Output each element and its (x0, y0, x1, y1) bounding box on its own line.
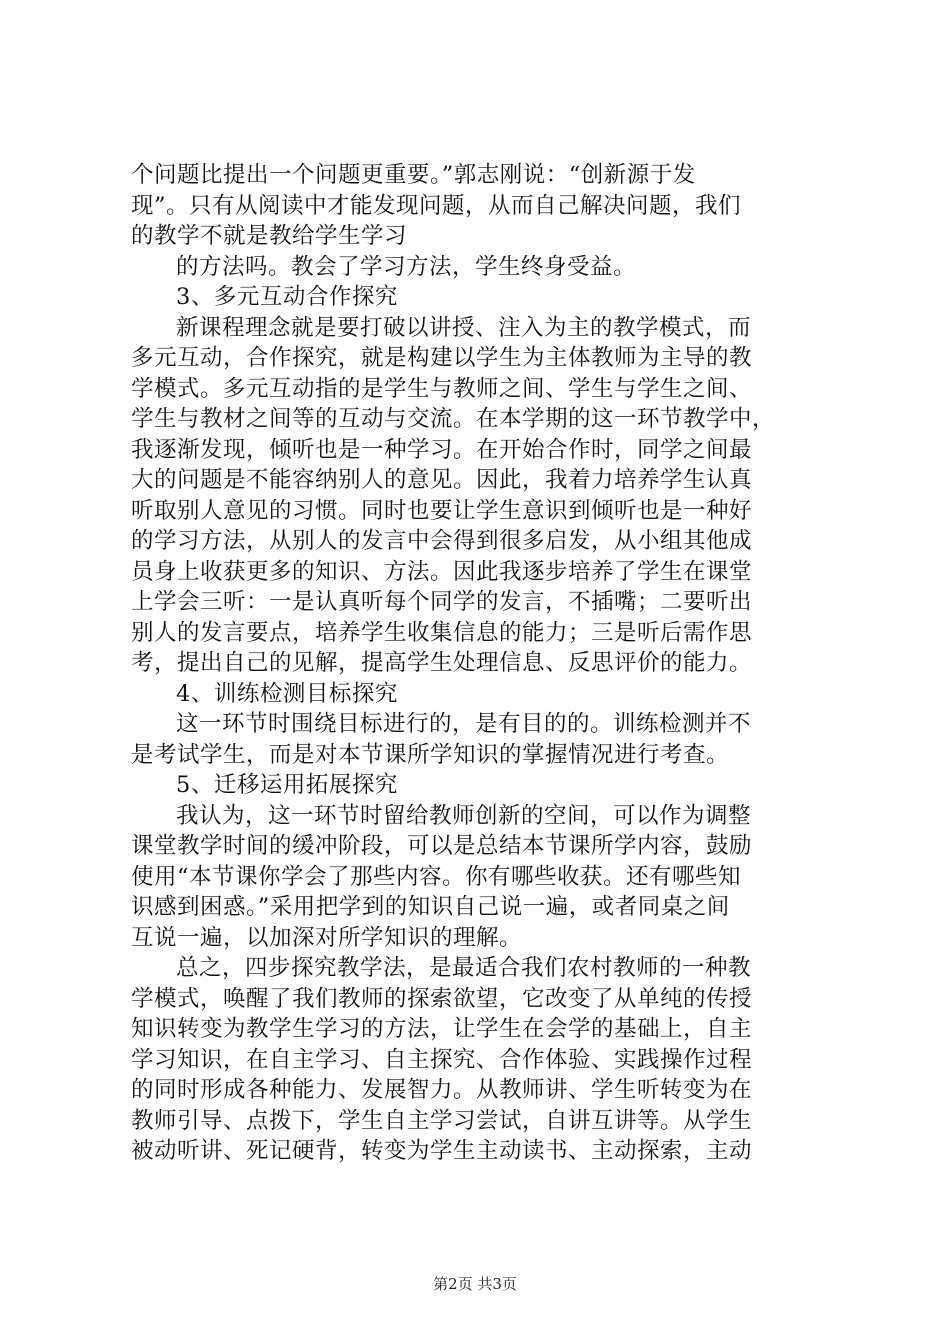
text-line: 大的问题是不能容纳别人的意见。因此，我着力培养学生认真 (131, 467, 753, 493)
text-line: 的同时形成各种能力、发展智力。从教师讲、学生听转变为在 (131, 1077, 753, 1103)
page-number-footer: 第2页 共3页 (433, 1275, 517, 1293)
text-line: 3、多元互动合作探究 (176, 284, 398, 310)
text-line: 的方法吗。教会了学习方法，学生终身受益。 (176, 253, 637, 280)
text-line: 学习知识，在自主学习、自主探究、合作体验、实践操作过程 (131, 1046, 753, 1073)
text-line: 员身上收获更多的知识、方法。因此我逐步培养了学生在课堂 (131, 558, 753, 585)
text-line: 5、迁移运用拓展探究 (176, 772, 398, 798)
text-line: 现”。只有从阅读中才能发现问题，从而自己解决问题，我们 (131, 192, 742, 219)
text-line: 这一环节时围绕目标进行的，是有目的的。训练检测并不 (176, 711, 752, 737)
text-line: 4、训练检测目标探究 (176, 680, 398, 707)
text-line: 多元互动，合作探究，就是构建以学生为主体教师为主导的教 (131, 345, 753, 371)
text-line: 互说一遍，以加深对所学知识的理解。 (131, 924, 523, 951)
text-line: 知识转变为教学生学习的方法，让学生在会学的基础上，自主 (131, 1016, 753, 1042)
text-line: 我逐渐发现，倾听也是一种学习。在开始合作时，同学之间最 (131, 436, 753, 463)
document-body (131, 160, 831, 1167)
text-line: 学生与教材之间等的互动与交流。在本学期的这一环节教学中， (131, 406, 776, 432)
text-line: 被动听讲、死记硬背，转变为学生主动读书、主动探索，主动 (131, 1138, 753, 1164)
text-line: 我认为，这一环节时留给教师创新的空间，可以作为调整 (176, 802, 752, 829)
text-line: 上学会三听：一是认真听每个同学的发言，不插嘴；二要听出 (131, 589, 753, 615)
text-line: 的学习方法，从别人的发言中会得到很多启发，从小组其他成 (131, 528, 753, 554)
text-line: 课堂教学时间的缓冲阶段，可以是总结本节课所学内容，鼓励 (131, 833, 753, 859)
text-line: 听取别人意见的习惯。同时也要让学生意识到倾听也是一种好 (131, 497, 753, 524)
text-line: 别人的发言要点，培养学生收集信息的能力；三是听后需作思 (131, 619, 753, 646)
text-line: 学模式，唤醒了我们教师的探索欲望，它改变了从单纯的传授 (131, 985, 753, 1012)
text-line: 教师引导、点拨下，学生自主学习尝试，自讲互讲等。从学生 (131, 1107, 753, 1134)
text-line: 新课程理念就是要打破以讲授、注入为主的教学模式，而 (176, 314, 752, 341)
text-line: 是考试学生，而是对本节课所学知识的掌握情况进行考查。 (131, 741, 730, 768)
text-line: 总之，四步探究教学法，是最适合我们农村教师的一种教 (176, 955, 752, 981)
text-line: 的教学不就是教给学生学习 (131, 223, 408, 249)
text-line: 个问题比提出一个问题更重要。”郭志刚说：“创新源于发 (131, 162, 696, 188)
text-line: 识感到困惑。”采用把学到的知识自己说一遍，或者同桌之间 (131, 894, 730, 920)
text-line: 使用“本节课你学会了那些内容。你有哪些收获。还有哪些知 (131, 863, 742, 890)
text-line: 考，提出自己的见解，提高学生处理信息、反思评价的能力。 (131, 650, 753, 676)
text-line: 学模式。多元互动指的是学生与教师之间、学生与学生之间、 (131, 375, 753, 402)
